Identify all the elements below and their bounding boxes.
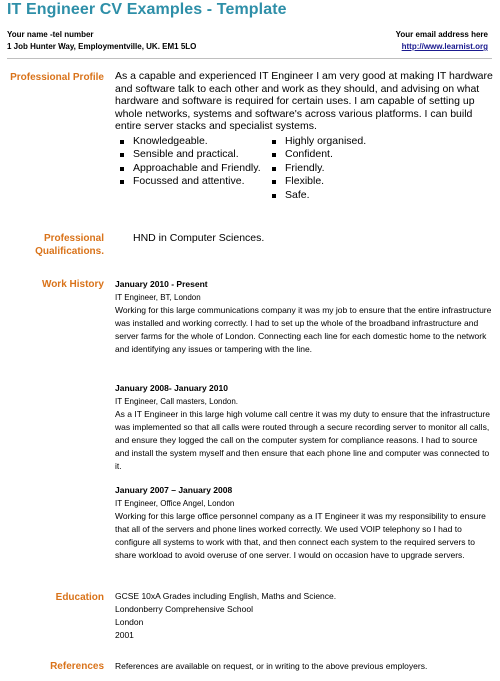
profile-label: Professional Profile [10, 72, 104, 83]
email-label: Your email address here [395, 30, 488, 39]
job-3 [115, 484, 493, 562]
skills-column-1 [115, 135, 267, 203]
education-line: Londonberry Comprehensive School [115, 604, 253, 614]
website-link[interactable]: http://www.learnist.org [401, 42, 488, 51]
skills-list [115, 135, 493, 203]
education-label: Education [55, 592, 104, 603]
qualifications-text: HND in Computer Sciences. [133, 232, 265, 244]
skills-column-2 [267, 135, 366, 203]
header-divider [7, 58, 492, 59]
skill-item: Safe. [285, 189, 366, 203]
contact-right [396, 29, 488, 53]
job-description: Working for this large communications company it was my job to ensure that the entire infrastructure was installed and working correctly. I had to set up the whole of the broadband infrastructure and server farms for the whole of London. Connecting each line for each domestic home to the network and identifying any issues or tampering with the line. [115, 305, 492, 354]
cv-title: IT Engineer CV Examples - Template [7, 1, 287, 18]
job-role: IT Engineer, Call masters, London. [115, 397, 239, 406]
work-history-label: Work History [41, 279, 104, 290]
education-section [115, 590, 493, 642]
job-1 [115, 278, 493, 356]
skill-item: Highly organised. [285, 134, 367, 147]
name-tel: Your name -tel number [7, 30, 94, 39]
skill-item: Flexible. [285, 175, 366, 189]
references-text: References are available on request, or in writing to the above previous employers. [115, 661, 428, 671]
education-line: GCSE 10xA Grades including English, Maths and Science. [115, 591, 337, 601]
job-date: January 2008- January 2010 [115, 383, 228, 393]
skill-item: Sensible and practical. [133, 148, 267, 162]
qualifications-label-line2: Qualifications. [35, 246, 104, 257]
skill-item: Friendly. [285, 162, 366, 176]
job-description: As a IT Engineer in this large high volume call centre it was my duty to ensure that the infrastructure was implemented so that all calls were routed through a secure recording server to monitor all calls, and ensure they logged the call on the computer system for compliance reasons. I had to source and install the system myself and then ensure that each phone line and computer was connected to it. [115, 409, 490, 471]
job-description: Working for this large office personnel company as a IT Engineer it was my responsibility to ensure that all of the servers and phone lines worked correctly. We used VOIP telephony so I had to configure all systems to work with that, and then connect each system to the required servers to share workload to avoid overuse of one server. I would on occasion have to upgrade servers. [115, 511, 486, 560]
skill-item: Knowledgeable. [133, 135, 267, 149]
job-date: January 2007 – January 2008 [115, 485, 233, 495]
job-role: IT Engineer, BT, London [115, 293, 201, 302]
profile-text: As a capable and experienced IT Engineer I am very good at making IT hardware and software talk to each other and work as they should, and advising on what hardware and software is required for certain uses. I am capable of setting up whole networks, systems and software's across various platforms. I can build entire server stacks and specialist systems. [115, 70, 493, 132]
qualifications-label-line1: Professional [43, 233, 104, 244]
job-role: IT Engineer, Office Angel, London [115, 499, 235, 508]
skill-item: Confident. [285, 148, 366, 162]
job-date: January 2010 - Present [115, 279, 208, 289]
skill-item: Approachable and Friendly. [133, 162, 267, 176]
education-line: London [115, 617, 144, 627]
job-2 [115, 382, 493, 473]
profile-section [115, 70, 493, 202]
contact-left [7, 29, 196, 53]
skill-item: Focussed and attentive. [133, 175, 267, 189]
references-label: References [50, 661, 104, 672]
education-line: 2001 [115, 630, 134, 640]
address: 1 Job Hunter Way, Employmentville, UK. EM1 5LO [7, 42, 197, 51]
qualifications-label [35, 232, 104, 258]
